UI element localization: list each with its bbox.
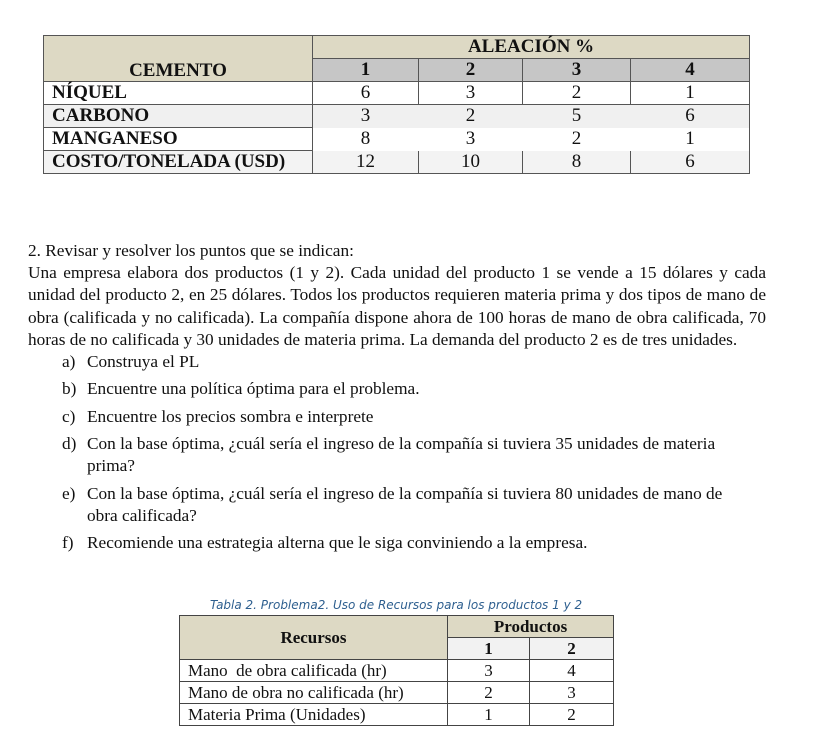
row-label: Materia Prima (Unidades) [180,704,448,726]
table-cell: 6 [631,151,750,174]
table-cell: 2 [448,682,530,704]
list-item [28,406,766,428]
table-cell: 10 [419,151,523,174]
resources-table-group-label: Productos [448,616,614,638]
problem-paragraph: Una empresa elabora dos productos (1 y 2). Cada unidad del producto 1 se vende a 15 dólares y cada unidad del producto 2, en 25 dólares. Todos los productos requieren materia prima y dos tipos de mano de obra (calificada y no calificada). La compañía dispone ahora de 100 horas de mano de obra calificada, 70 horas de no calificada y 30 unidades de materia prima. La demanda del producto 2 es de tres unidades. [28,263,766,349]
table-caption: Tabla 2. Problema2. Uso de Recursos para los productos 1 y 2 [210,598,583,612]
alloy-col-header: 1 [313,59,419,82]
list-marker: e) [62,483,76,503]
table-row [44,151,750,174]
alloy-table-corner-label: CEMENTO [44,36,313,82]
product-col-header: 1 [448,638,530,660]
table-cell: 2 [419,105,523,128]
list-item-text: Recomiende una estrategia alterna que le siga conviniendo a la empresa. [87,533,588,553]
alloy-col-header: 4 [631,59,750,82]
problem-title: 2. Revisar y resolver los puntos que se indican: [28,241,354,260]
table-row [44,82,750,105]
row-label: Mano de obra calificada (hr) [180,660,448,682]
table-cell: 3 [419,128,523,151]
table-cell: 1 [448,704,530,726]
row-label: NÍQUEL [44,82,313,105]
list-marker: d) [62,434,77,454]
table-row [180,704,614,726]
list-marker: c) [62,406,76,426]
table-cell: 12 [313,151,419,174]
list-item [28,378,766,400]
row-label: MANGANESO [44,128,313,151]
alloy-table-group-label: ALEACIÓN % [313,36,750,59]
list-item-text: Encuentre una política óptima para el problema. [87,379,420,399]
resources-table-corner-label: Recursos [180,616,448,660]
alloy-col-header: 3 [523,59,631,82]
table-cell: 8 [523,151,631,174]
row-label: COSTO/TONELADA (USD) [44,151,313,174]
table-cell: 3 [530,682,614,704]
table-cell: 2 [530,704,614,726]
row-label: Mano de obra no calificada (hr) [180,682,448,704]
task-list [28,351,766,555]
table-cell: 1 [631,82,750,105]
table-cell: 5 [523,105,631,128]
list-marker: a) [62,352,76,372]
list-item [28,532,766,554]
list-item-text: Con la base óptima, ¿cuál sería el ingreso de la compañía si tuviera 35 unidades de materia prima? [87,434,716,476]
alloy-col-header: 2 [419,59,523,82]
table-cell: 8 [313,128,419,151]
table-cell: 3 [419,82,523,105]
table-cell: 6 [631,105,750,128]
table-cell: 3 [313,105,419,128]
list-item [28,351,766,373]
list-item-text: Encuentre los precios sombra e interprete [87,406,374,426]
list-item [28,483,766,527]
row-label: CARBONO [44,105,313,128]
table-cell: 1 [631,128,750,151]
table-cell: 2 [523,82,631,105]
alloy-table [43,35,750,174]
list-item-text: Con la base óptima, ¿cuál sería el ingreso de la compañía si tuviera 80 unidades de mano de obra calificada? [87,483,723,525]
table-cell: 4 [530,660,614,682]
table-row [180,682,614,704]
table-row [44,105,750,128]
list-marker: f) [62,533,74,553]
table-cell: 6 [313,82,419,105]
table-row [180,660,614,682]
list-marker: b) [62,379,77,399]
problem-statement [28,240,766,555]
table-cell: 3 [448,660,530,682]
table-row [44,128,750,151]
resources-table [179,615,614,726]
table-cell: 2 [523,128,631,151]
list-item-text: Construya el PL [87,352,200,372]
product-col-header: 2 [530,638,614,660]
list-item [28,433,766,477]
